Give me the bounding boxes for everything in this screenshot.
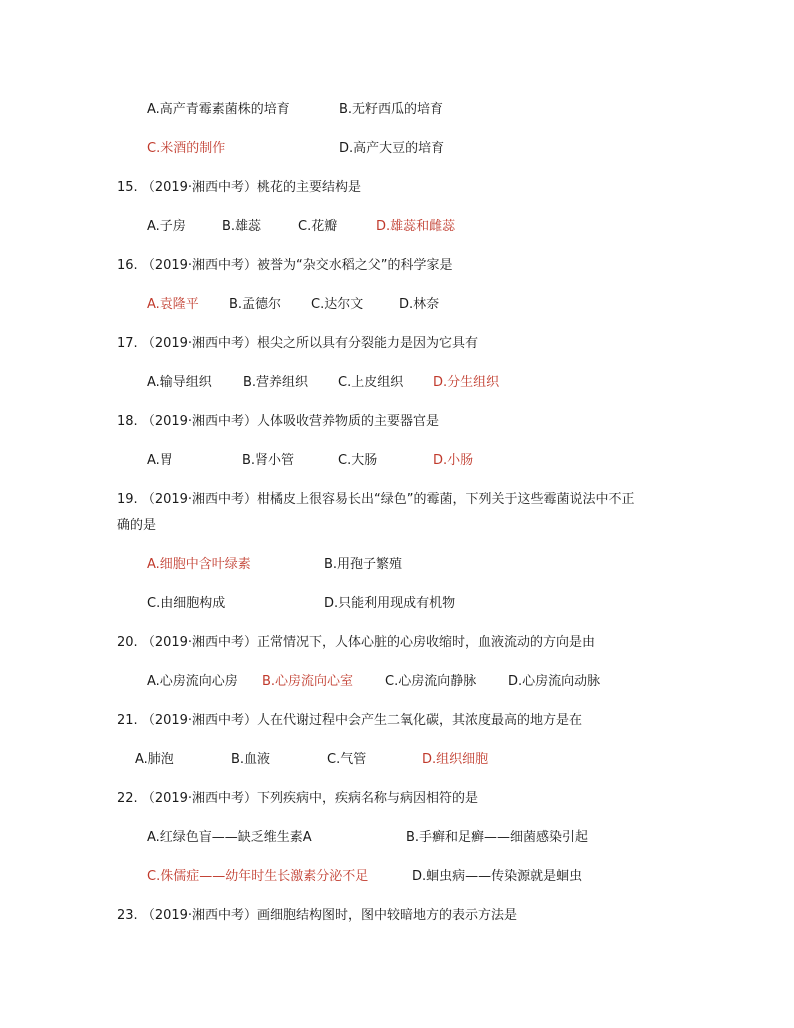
question-number: 15. [117, 180, 138, 195]
q14-option-b: B.无籽西瓜的培育 [339, 102, 444, 117]
q19-option-c: C.由细胞构成 [147, 596, 226, 611]
q19-option-b: B.用孢子繁殖 [324, 557, 403, 572]
q16-option-a-answer: A.袁隆平 [147, 297, 199, 312]
question-number: 23. [117, 908, 138, 923]
question-18 [117, 413, 439, 431]
question-22 [117, 790, 478, 808]
q21-option-d-answer: D.组织细胞 [422, 752, 489, 767]
question-stem: （2019·湘西中考）人体吸收营养物质的主要器官是 [141, 414, 440, 429]
question-21 [117, 712, 582, 730]
q17-option-c: C.上皮组织 [338, 375, 404, 390]
q17-option-a: A.输导组织 [147, 375, 212, 390]
question-number: 19. [117, 492, 138, 507]
question-stem: （2019·湘西中考）被誉为“杂交水稻之父”的科学家是 [141, 258, 453, 273]
question-number: 17. [117, 336, 138, 351]
q19-option-a-answer: A.细胞中含叶绿素 [147, 557, 251, 572]
q21-option-a: A.肺泡 [135, 752, 174, 767]
question-stem: （2019·湘西中考）桃花的主要结构是 [141, 180, 362, 195]
q18-option-c: C.大肠 [338, 453, 378, 468]
question-stem: （2019·湘西中考）人在代谢过程中会产生二氧化碳，其浓度最高的地方是在 [141, 713, 583, 728]
question-number: 18. [117, 414, 138, 429]
q21-option-b: B.血液 [231, 752, 271, 767]
question-number: 22. [117, 791, 138, 806]
q18-option-b: B.肾小管 [242, 453, 295, 468]
question-number: 16. [117, 258, 138, 273]
question-23 [117, 907, 517, 925]
q15-option-b: B.雄蕊 [222, 219, 262, 234]
q14-option-a: A.高产青霉素菌株的培育 [147, 102, 290, 117]
q20-option-d: D.心房流向动脉 [508, 674, 601, 689]
q18-option-d-answer: D.小肠 [433, 453, 474, 468]
question-20 [117, 634, 595, 652]
q18-option-a: A.胃 [147, 453, 173, 468]
question-stem: （2019·湘西中考）下列疾病中，疾病名称与病因相符的是 [141, 791, 479, 806]
q20-option-c: C.心房流向静脉 [385, 674, 477, 689]
q22-option-a: A.红绿色盲——缺乏维生素A [147, 830, 312, 845]
q22-option-c-answer: C.侏儒症——幼年时生长激素分泌不足 [147, 869, 369, 884]
question-16 [117, 257, 453, 275]
q22-option-d: D.蛔虫病——传染源就是蛔虫 [412, 869, 583, 884]
q14-option-d: D.高产大豆的培育 [339, 141, 445, 156]
question-15 [117, 179, 361, 197]
q16-option-b: B.孟德尔 [229, 297, 282, 312]
q16-option-d: D.林奈 [399, 297, 440, 312]
question-number: 20. [117, 635, 138, 650]
q20-option-a: A.心房流向心房 [147, 674, 238, 689]
q22-option-b: B.手癣和足癣——细菌感染引起 [406, 830, 589, 845]
question-stem: （2019·湘西中考）正常情况下，人体心脏的心房收缩时，血液流动的方向是由 [141, 635, 596, 650]
question-17 [117, 335, 478, 353]
q15-option-d-answer: D.雄蕊和雌蕊 [376, 219, 456, 234]
q17-option-d-answer: D.分生组织 [433, 375, 500, 390]
q15-option-c: C.花瓣 [298, 219, 338, 234]
q16-option-c: C.达尔文 [311, 297, 364, 312]
question-stem: （2019·湘西中考）根尖之所以具有分裂能力是因为它具有 [141, 336, 479, 351]
question-number: 21. [117, 713, 138, 728]
q21-option-c: C.气管 [327, 752, 367, 767]
question-19 [117, 491, 635, 509]
q14-option-c-answer: C.米酒的制作 [147, 141, 226, 156]
question-stem: （2019·湘西中考）画细胞结构图时，图中较暗地方的表示方法是 [141, 908, 518, 923]
q15-option-a: A.子房 [147, 219, 186, 234]
q17-option-b: B.营养组织 [243, 375, 309, 390]
q19-option-d: D.只能利用现成有机物 [324, 596, 456, 611]
q20-option-b-answer: B.心房流向心室 [262, 674, 354, 689]
question-19-continued: 确的是 [117, 518, 157, 533]
question-stem: （2019·湘西中考）柑橘皮上很容易长出“绿色”的霉菌，下列关于这些霉菌说法中不正 [141, 492, 635, 507]
